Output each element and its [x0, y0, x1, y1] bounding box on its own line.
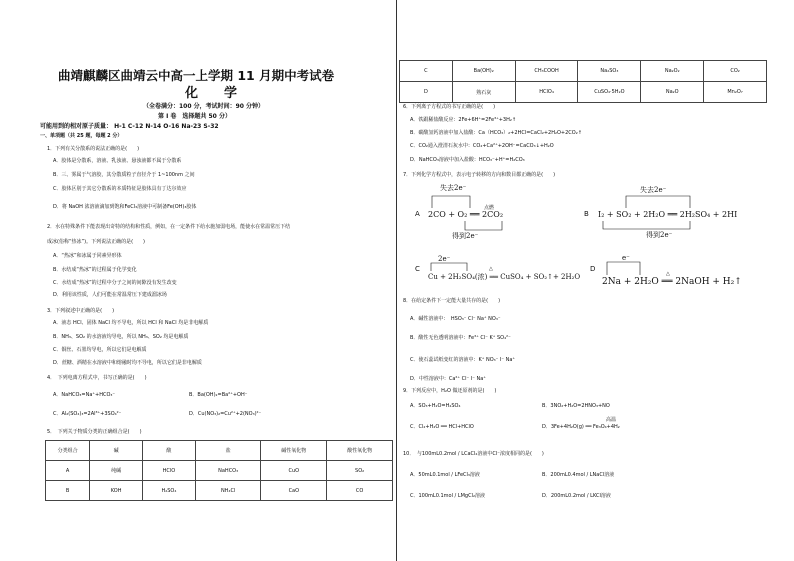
q4-option-d: D．Cu(NO₃)₂=Cu²⁺+2(NO₃)²⁻	[189, 411, 262, 417]
table-cell: Na₂O	[641, 82, 704, 103]
table-cell: HClO₄	[515, 82, 578, 103]
q9-condition: 高温	[606, 417, 617, 423]
q7a-gain-label: 得到2e⁻	[452, 232, 479, 240]
q2-stem-line1: 2．水在特殊条件下能表现出奇特的结构和性质，例如，在一定条件下给水施加弱电场，能使水在常温常压下结	[47, 224, 291, 230]
q2-option-a: A．“热冰”和冰属于同素异形体	[53, 253, 122, 259]
q2-option-b: B．水结成“热冰”的过程属于化学变化	[53, 267, 137, 273]
table-cell: SO₂	[327, 461, 393, 481]
table-cell: C	[400, 61, 453, 82]
q7-label-d: D	[590, 265, 596, 273]
q4-option-a: A．NaHCO₃=Na⁺+HCO₃⁻	[53, 392, 116, 398]
q2-stem-line2: 成冰(俗称“热冰”)。下列说法正确的是( )	[47, 239, 145, 245]
q7b-lose-label: 失去2e⁻	[640, 186, 667, 194]
q7c-equation: Cu + 2H₂SO₄(浓) ══ CuSO₄ + SO₂↑+ 2H₂O	[428, 273, 581, 281]
q3-option-a: A．液态 HCl、固体 NaCl 均不导电，所以 HCl 和 NaCl 均是非电解质	[53, 320, 209, 326]
table-cell: CH₃COOH	[515, 61, 578, 82]
q2-option-c: C．水结成“热冰”的过程中分子之间的间隙没有发生改变	[53, 280, 177, 286]
q6-option-a: A．铁跟稀盐酸反应：2Fe+6H⁺=2Fe³⁺+3H₂↑	[410, 117, 517, 123]
exam-title: 曲靖麒麟区曲靖云中高一上学期 11 月期中考试卷	[58, 68, 335, 83]
q4-option-c: C．Al₂(SO₄)₃=2Al³⁺+3SO₄²⁻	[53, 411, 122, 417]
q7-label-a: A	[415, 210, 420, 218]
q10-option-b: B．200mL0.4mol / LNaCl溶液	[542, 472, 615, 478]
q6-option-d: D．NaHCO₃溶液中加入盐酸：HCO₃⁻+H⁺=H₂CO₃	[410, 157, 525, 163]
q4-stem: 4． 下列电离方程式中，书写正确的是( )	[47, 375, 147, 381]
table-row	[400, 61, 767, 82]
q1-option-c: C．胶体区别于其它分散系的本质特征是胶体具有丁达尔效应	[53, 186, 187, 192]
q10-option-d: D．200mL0.2mol / LKCl溶液	[542, 493, 611, 499]
q1-option-d: D．将 NaOH 浓溶液滴加到饱和FeCl₃溶液中可制备Fe(OH)₃胶体	[53, 204, 197, 210]
q8-option-b: B．酸性无色透明溶液中：Fe³⁺ Cl⁻ K⁺ SO₄²⁻	[410, 335, 511, 341]
q1-option-b: B．三、雾属于气溶胶，其分散质粒子直径介于 1~100nm 之间	[53, 172, 195, 178]
subject-title: 化 学	[185, 86, 238, 101]
q10-option-a: A．50mL0.1mol / LFeCl₃溶液	[410, 472, 480, 478]
table-cell: D	[400, 82, 453, 103]
q9-option-b: B．3NO₂+H₂O=2HNO₃+NO	[542, 403, 610, 409]
q7b-equation: I₂ + SO₂ + 2H₂O ══ 2H₂SO₄ + 2HI	[598, 210, 738, 219]
classification-table	[45, 440, 393, 501]
q8-stem: 8．在给定条件下一定能大量共存的是( )	[403, 298, 501, 304]
q7-label-b: B	[584, 210, 589, 218]
q6-option-c: C．CO₂通入澄清石灰水中：CO₂+Ca²⁺+2OH⁻=CaCO₃↓+H₂O	[410, 143, 554, 149]
q7a-equation: 2CO + O₂ ══ 2CO₂	[428, 210, 504, 219]
q6-stem: 6．下列离子方程式的书写正确的是( )	[403, 104, 496, 110]
part-heading: 第 I 卷 选择题共 50 分）	[158, 113, 231, 120]
table-cell: A	[46, 461, 90, 481]
q3-option-c: C．铜丝、石墨均导电，所以它们是电解质	[53, 347, 147, 353]
table-cell: Na₂SO₃	[578, 61, 641, 82]
table-header-row	[46, 441, 393, 461]
table-row	[46, 481, 393, 501]
q9-stem: 9．下列反应中，H₂O 做还原剂的是( )	[403, 388, 497, 394]
table-header-cell: 碱	[90, 441, 143, 461]
q8-option-a: A．碱性溶液中： HSO₃⁻ Cl⁻ Na⁺ NO₃⁻	[410, 316, 501, 322]
q1-option-a: A．胶体是分散系，溶液、乳浊液、悬浊液都不属于分散系	[53, 158, 182, 164]
table-cell: Na₂O₂	[641, 61, 704, 82]
table-cell: NaHCO₃	[195, 461, 261, 481]
q3-stem: 3．下列叙述中正确的是( )	[47, 308, 115, 314]
table-header-cell: 酸性氧化物	[327, 441, 393, 461]
q7d-arrows	[0, 0, 1, 1]
table-cell: H₂SO₄	[142, 481, 195, 501]
q8-option-d: D．中性溶液中：Ca²⁺ Cl⁻ I⁻ Na⁺	[410, 376, 486, 382]
q1-stem: 1．下列有关分散系的说法正确的是( )	[47, 146, 140, 152]
table-header-cell: 分类组合	[46, 441, 90, 461]
table-cell: CO₂	[704, 61, 767, 82]
q10-option-c: C．100mL0.1mol / LMgCl₂溶液	[410, 493, 485, 499]
table-cell: B	[46, 481, 90, 501]
q7c-transfer-label: 2e⁻	[438, 255, 451, 263]
q10-stem: 10． 与100mL0.2mol / LCaCl₂溶液中Cl⁻浓度相同的是( )	[403, 451, 544, 457]
table-row	[46, 461, 393, 481]
table-cell: 纯碱	[90, 461, 143, 481]
q5-stem: 5． 下列关于物质分类的正确组合是( )	[47, 429, 142, 435]
table-cell: NH₄Cl	[195, 481, 261, 501]
q9-option-c: C．Cl₂+H₂O ══ HCl+HClO	[410, 424, 474, 430]
q4-option-b: B．Ba(OH)₂=Ba²⁺+OH⁻	[189, 392, 248, 398]
table-cell: Ba(OH)₂	[452, 61, 515, 82]
q6-option-b: B．碳酸氢钙溶液中加入盐酸：Ca（HCO₃）₂+2HCl=CaCl₂+2H₂O+2CO₂↑	[410, 130, 582, 136]
table-header-cell: 盐	[195, 441, 261, 461]
atomic-mass-line: 可能用到的相对原子质量： H-1 C-12 N-14 O-16 Na-23 S-32	[40, 123, 219, 130]
q7c-heat-symbol: △	[489, 266, 493, 272]
q3-option-d: D．蔗糖、酒精在水溶液中和熔融时均不导电，所以它们是非电解质	[53, 360, 202, 366]
table-cell: HClO	[142, 461, 195, 481]
table-cell: 熟石灰	[452, 82, 515, 103]
table-header-cell: 酸	[142, 441, 195, 461]
q7d-transfer-label: e⁻	[622, 254, 630, 262]
table-cell: CO	[327, 481, 393, 501]
table-cell: Mn₂O₇	[704, 82, 767, 103]
q7b-gain-label: 得到2e⁻	[646, 231, 673, 239]
q3-option-b: B．NH₃、SO₂ 的水溶液均导电，所以 NH₃、SO₂ 均是电解质	[53, 334, 189, 340]
table-cell: CuSO₄·5H₂O	[578, 82, 641, 103]
table-row	[400, 82, 767, 103]
q9-option-a: A．SO₃+H₂O=H₂SO₄	[410, 403, 461, 409]
q7-stem: 7．下列化学方程式中，表示电子转移的方向和数目都正确的是( )	[403, 172, 556, 178]
section-heading: 一、单项题（共 25 题，每题 2 分）	[40, 133, 123, 139]
column-divider	[396, 0, 397, 561]
q7a-condition: 点燃	[484, 205, 495, 211]
q7a-lose-label: 失去2e⁻	[440, 184, 467, 192]
table-cell: KOH	[90, 481, 143, 501]
table-cell: CaO	[261, 481, 327, 501]
q9-option-d: D．3Fe+4H₂O(g) ══ Fe₃O₄+4H₂	[542, 424, 620, 430]
q7d-heat-symbol: △	[666, 271, 670, 277]
table-cell: CuO	[261, 461, 327, 481]
q2-option-d: D．利用该性质，人们可能在常温常压下建成溜冰场	[53, 292, 167, 298]
exam-info: （全卷满分：100 分，考试时间：90 分钟）	[143, 103, 265, 110]
q8-option-c: C．使石蕊试纸变红的溶液中：K⁺ NO₃⁻ I⁻ Na⁺	[410, 357, 516, 363]
table-header-cell: 碱性氧化物	[261, 441, 327, 461]
q7d-equation: 2Na + 2H₂O ══ 2NaOH + H₂↑	[602, 277, 742, 287]
q7-label-c: C	[415, 265, 420, 273]
classification-table-continued	[399, 60, 767, 103]
